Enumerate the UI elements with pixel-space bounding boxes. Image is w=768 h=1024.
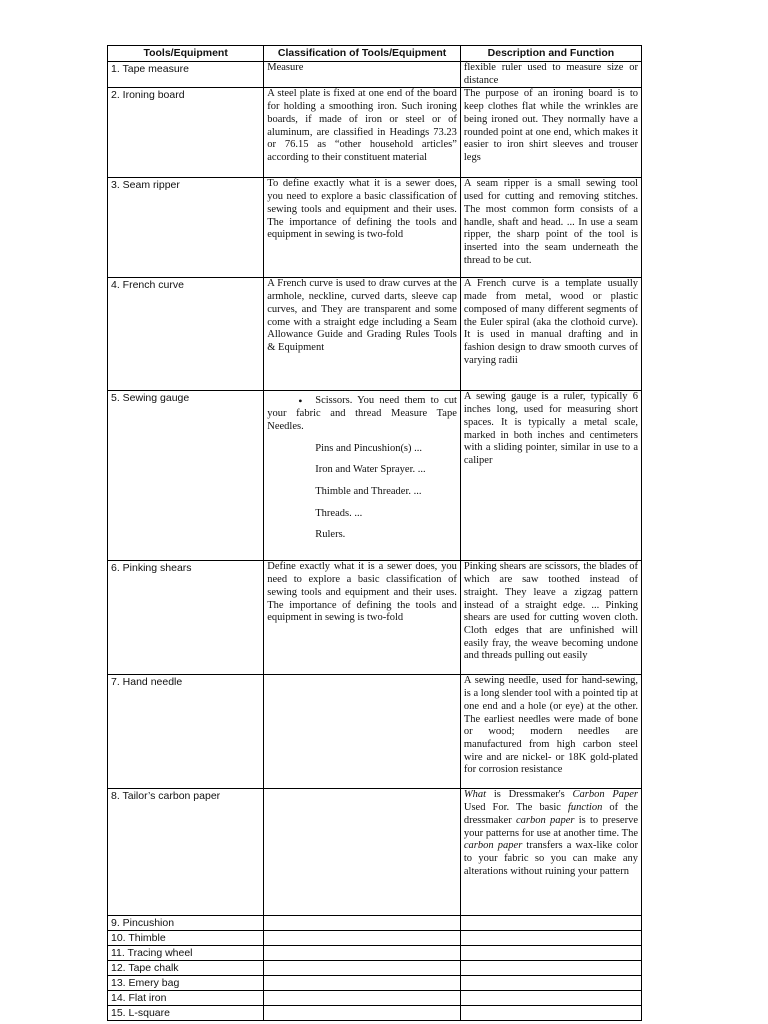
tool-classification — [264, 991, 461, 1006]
desc-part: Used For. The basic — [463, 802, 568, 814]
table-row — [108, 62, 642, 88]
tool-classification-list — [264, 391, 461, 561]
desc-part: carbon paper — [515, 814, 575, 826]
tool-classification — [264, 976, 461, 991]
tool-description — [460, 961, 641, 976]
tool-classification: Define exactly what it is a sewer does, you need to explore a basic classification of sewing tools and equipment and their uses. The importance of defining the tools and equipment in sewing is two-fold — [264, 561, 461, 675]
list-item: • Scissors. You need them to cut your fabric and thread Measure Tape Needles. — [267, 395, 457, 433]
table-row — [108, 675, 642, 789]
table-row — [108, 961, 642, 976]
tool-description: A sewing needle, used for hand-sewing, is a long slender tool with a pointed tip at one end and a hole (or eye) at the other. The earliest needles were made of bone or wood; modern needles are manufactured from high carbon steel wire and are nickel- or 18K gold-plated for corrosion resistance — [460, 675, 641, 789]
tool-name: 10. Thimble — [108, 931, 264, 946]
tool-description: flexible ruler used to measure size or distance — [460, 62, 641, 88]
tools-equipment-table — [107, 45, 642, 1021]
table-row — [108, 178, 642, 278]
tool-description: A sewing gauge is a ruler, typically 6 inches long, used for measuring short spaces. It is typically a metal scale, marked in both inches and centimeters with a sliding pointer, similar in use to a caliper — [460, 391, 641, 561]
table-row — [108, 789, 642, 916]
desc-part: What — [463, 789, 487, 801]
tool-description — [460, 991, 641, 1006]
list-item: • Threads. ... — [267, 508, 457, 521]
table-row — [108, 88, 642, 178]
tool-description — [460, 946, 641, 961]
table-row — [108, 278, 642, 391]
table-row — [108, 1006, 642, 1021]
tool-classification: Measure — [264, 62, 461, 88]
desc-part: carbon paper — [463, 840, 523, 852]
tool-description — [460, 916, 641, 931]
table-row — [108, 391, 642, 561]
header-tools: Tools/Equipment — [108, 46, 264, 62]
tool-name: 14. Flat iron — [108, 991, 264, 1006]
tool-description — [460, 789, 641, 916]
list-item: • Iron and Water Sprayer. ... — [267, 464, 457, 477]
tool-name: 11. Tracing wheel — [108, 946, 264, 961]
tool-name: 15. L-square — [108, 1006, 264, 1021]
header-classification: Classification of Tools/Equipment — [264, 46, 461, 62]
desc-part: is to preserve your patterns for use at another time. The — [463, 814, 638, 839]
tool-description — [460, 1006, 641, 1021]
tool-name: 8. Tailor’s carbon paper — [108, 789, 264, 916]
tool-description: The purpose of an ironing board is to keep clothes flat while the wrinkles are being ironed out. They normally have a rounded point at one end, which makes it easier to iron shirt sleeves and trouser legs — [460, 88, 641, 178]
tool-classification — [264, 916, 461, 931]
tool-classification — [264, 931, 461, 946]
tool-classification: A French curve is used to draw curves at the armhole, neckline, curved darts, sleeve cap curves, and They are transparent and some come with a straight edge including a Seam Allowance Guide and Grading Rules Tools & Equipment — [264, 278, 461, 391]
tool-name: 6. Pinking shears — [108, 561, 264, 675]
tool-name: 7. Hand needle — [108, 675, 264, 789]
tool-description: A seam ripper is a small sewing tool used for cutting and removing stitches. The most common form consists of a handle, shaft and head. ... In use a seam ripper, the sharp point of the tool is inserted into the seam underneath the thread to be cut. — [460, 178, 641, 278]
tool-name: 3. Seam ripper — [108, 178, 264, 278]
list-item: • Thimble and Threader. ... — [267, 486, 457, 499]
desc-part: is Dressmaker's — [486, 789, 573, 801]
tool-name: 12. Tape chalk — [108, 961, 264, 976]
tool-classification — [264, 946, 461, 961]
table-row — [108, 946, 642, 961]
desc-part: of the dressmaker — [463, 802, 638, 826]
tool-description: A French curve is a template usually made from metal, wood or plastic composed of many different segments of the Euler spiral (aka the clothoid curve). It is used in manual drafting and in fashion design to draw smooth curves of varying radii — [460, 278, 641, 391]
tool-name: 13. Emery bag — [108, 976, 264, 991]
tool-classification: To define exactly what it is a sewer does, you need to explore a basic classification of sewing tools and equipment and their uses. The importance of defining the tools and equipment in sewing is two-fold — [264, 178, 461, 278]
table-row — [108, 991, 642, 1006]
tool-name: 2. Ironing board — [108, 88, 264, 178]
table-row — [108, 931, 642, 946]
desc-part: Carbon Paper — [572, 789, 638, 801]
header-row — [108, 46, 642, 62]
tool-classification — [264, 789, 461, 916]
tool-description — [460, 976, 641, 991]
tool-name: 1. Tape measure — [108, 62, 264, 88]
tool-description — [460, 931, 641, 946]
table-row — [108, 916, 642, 931]
list-item: • Pins and Pincushion(s) ... — [267, 443, 457, 456]
tool-classification — [264, 675, 461, 789]
table-row — [108, 561, 642, 675]
desc-part: function — [567, 802, 603, 814]
tool-classification: A steel plate is fixed at one end of the board for holding a smoothing iron. Such ironing boards, if made of iron or steel or of aluminum, are classified in Headings 73.23 or 76.15 as “other household articles” according to their constituent material — [264, 88, 461, 178]
sewing-supplies-list — [267, 395, 457, 542]
tool-name: 9. Pincushion — [108, 916, 264, 931]
tool-classification — [264, 1006, 461, 1021]
tool-name: 4. French curve — [108, 278, 264, 391]
tool-name: 5. Sewing gauge — [108, 391, 264, 561]
desc-part: transfers a wax-like color to your fabric so you can make any alterations without ruining your pattern — [463, 840, 638, 877]
tool-description: Pinking shears are scissors, the blades of which are saw toothed instead of straight. They leave a zigzag pattern instead of a straight edge. ... Pinking shears are used for cutting woven cloth. Cloth edges that are unfinished will easily fray, the weave becoming undone and threads pulling out easily — [460, 561, 641, 675]
header-description: Description and Function — [460, 46, 641, 62]
list-item: • Rulers. — [267, 529, 457, 542]
table-row — [108, 976, 642, 991]
tool-classification — [264, 961, 461, 976]
